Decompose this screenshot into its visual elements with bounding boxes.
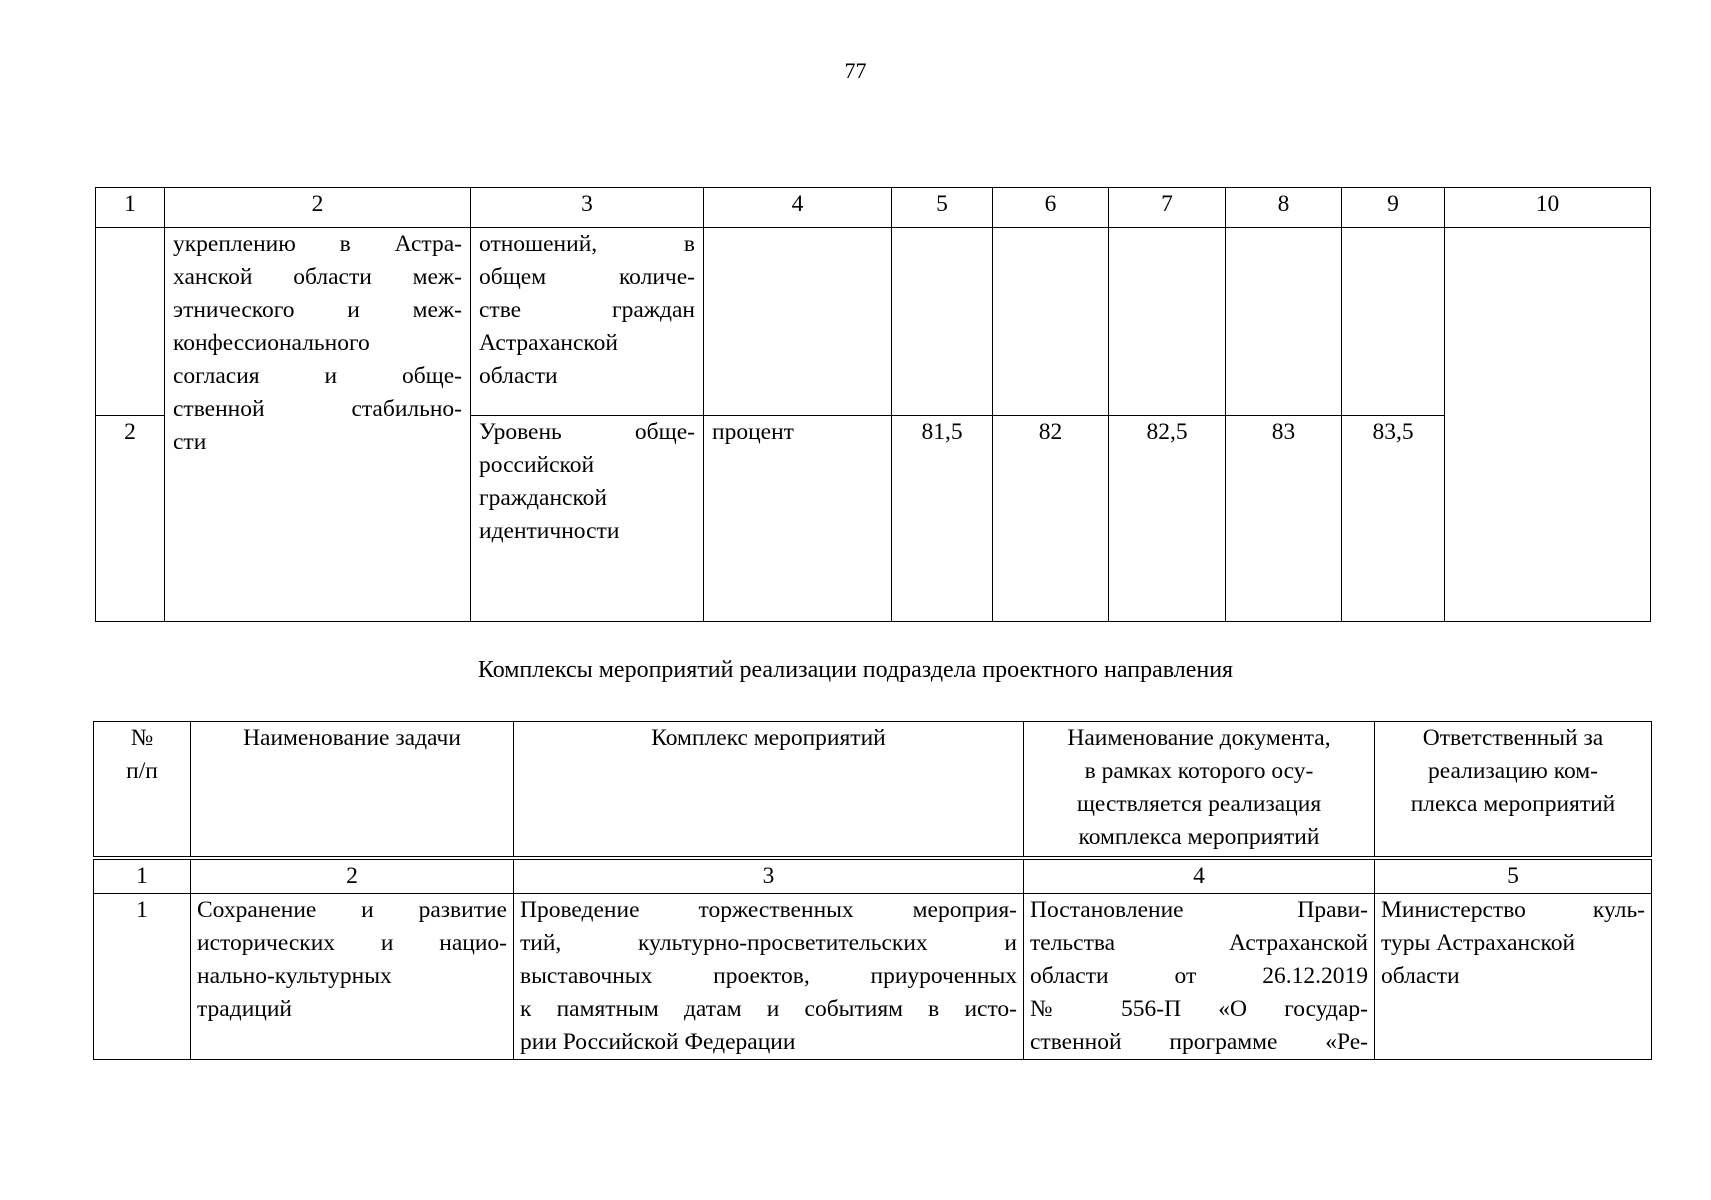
header-responsible [1375, 722, 1652, 858]
document-line: области от 26.12.2019 [1030, 962, 1368, 989]
col-num-5: 5 [1375, 858, 1652, 894]
table-row-continued [96, 228, 1651, 416]
header-resp-line: реализацию ком- [1428, 758, 1598, 784]
complex-line: к памятным датам и событиям в исто- [520, 995, 1017, 1022]
row2-num: 2 [96, 416, 165, 622]
header-num-line: № [130, 725, 154, 751]
empty-cell [1109, 228, 1226, 416]
col-num-5: 5 [892, 188, 993, 228]
prev-indicator-line: области [479, 363, 558, 389]
header-doc-line: в рамках которого осу- [1084, 758, 1314, 784]
header-num [94, 722, 191, 858]
indicators-table [95, 187, 1651, 622]
section-title: Комплексы мероприятий реализации подраздела проектного направления [477, 657, 1234, 683]
col-num-10: 10 [1445, 188, 1651, 228]
value-col6: 82 [993, 416, 1109, 622]
task-line: ханской области меж- [173, 264, 462, 290]
indicator-line: российской [479, 452, 595, 478]
header-complex: Комплекс мероприятий [514, 722, 1024, 858]
empty-cell [892, 228, 993, 416]
col-num-6: 6 [993, 188, 1109, 228]
col-num-2: 2 [191, 858, 514, 894]
table-row [94, 893, 1652, 1059]
indicator-line: гражданской [479, 485, 607, 511]
complex-cell [514, 893, 1024, 1059]
document-line: Постановление Прави- [1030, 896, 1368, 923]
header-num-line: п/п [126, 758, 158, 784]
task-line: исторических и нацио- [197, 929, 507, 956]
prev-indicator-line: общем количе- [479, 264, 695, 290]
prev-indicator-line: отношений, в [479, 231, 695, 257]
complex-line: рии Российской Федерации [520, 1028, 796, 1055]
col10-cell [1445, 228, 1651, 622]
prev-indicator-line: Астраханской [479, 330, 618, 356]
document-line: тельства Астраханской [1030, 929, 1368, 956]
col-num-3: 3 [471, 188, 704, 228]
header-doc-line: комплекса мероприятий [1078, 824, 1320, 850]
value-col5: 81,5 [892, 416, 993, 622]
column-number-row [96, 188, 1651, 228]
header-doc-line: Наименование документа, [1067, 725, 1331, 751]
row1-num-cell [96, 228, 165, 416]
header-row [94, 722, 1652, 858]
row-num: 1 [94, 893, 191, 1059]
indicator-cell [471, 416, 704, 622]
empty-cell [704, 228, 892, 416]
empty-cell [993, 228, 1109, 416]
document-line: ственной программе «Ре- [1030, 1028, 1368, 1055]
header-task: Наименование задачи [191, 722, 514, 858]
indicator-line: Уровень обще- [479, 419, 695, 445]
measures-table [93, 721, 1652, 1060]
task-line: укреплению в Астра- [173, 231, 462, 257]
task-cell [191, 893, 514, 1059]
col-num-4: 4 [704, 188, 892, 228]
task-line: конфессионального [173, 330, 370, 356]
empty-cell [1342, 228, 1445, 416]
page-number: 77 [844, 58, 867, 83]
task-line: ственной стабильно- [173, 396, 462, 422]
header-resp-line: Ответственный за [1422, 725, 1604, 751]
col-num-8: 8 [1226, 188, 1342, 228]
col-num-1: 1 [96, 188, 165, 228]
complex-line: тий, культурно-просветительских и [520, 929, 1017, 956]
complex-line: выставочных проектов, приуроченных [520, 962, 1017, 989]
value-col9: 83,5 [1342, 416, 1445, 622]
col-num-9: 9 [1342, 188, 1445, 228]
empty-cell [1226, 228, 1342, 416]
col-num-2: 2 [165, 188, 471, 228]
responsible-line: области [1381, 962, 1460, 989]
unit-cell: процент [704, 416, 892, 622]
task-line: Сохранение и развитие [197, 896, 507, 923]
complex-line: Проведение торжественных мероприя- [520, 896, 1017, 923]
value-col7: 82,5 [1109, 416, 1226, 622]
task-line: традиций [197, 995, 292, 1022]
task-line: нально-культурных [197, 962, 392, 989]
responsible-line: туры Астраханской [1381, 929, 1576, 956]
indicator-line: идентичности [479, 518, 620, 544]
col-num-3: 3 [514, 858, 1024, 894]
col-num-7: 7 [1109, 188, 1226, 228]
header-resp-line: плекса мероприятий [1410, 791, 1616, 817]
prev-indicator-cell [471, 228, 704, 416]
header-document [1024, 722, 1375, 858]
value-col8: 83 [1226, 416, 1342, 622]
task-cell [165, 228, 471, 622]
task-line: сти [173, 429, 207, 455]
responsible-line: Министерство куль- [1381, 896, 1645, 923]
col-num-1: 1 [94, 858, 191, 894]
column-number-row [94, 858, 1652, 894]
document-cell [1024, 893, 1375, 1059]
task-line: согласия и обще- [173, 363, 462, 389]
task-line: этнического и меж- [173, 297, 462, 323]
prev-indicator-line: стве граждан [479, 297, 695, 323]
responsible-cell [1375, 893, 1652, 1059]
document-line: № 556-П «О государ- [1030, 995, 1368, 1022]
header-doc-line: ществляется реализация [1076, 791, 1322, 817]
col-num-4: 4 [1024, 858, 1375, 894]
